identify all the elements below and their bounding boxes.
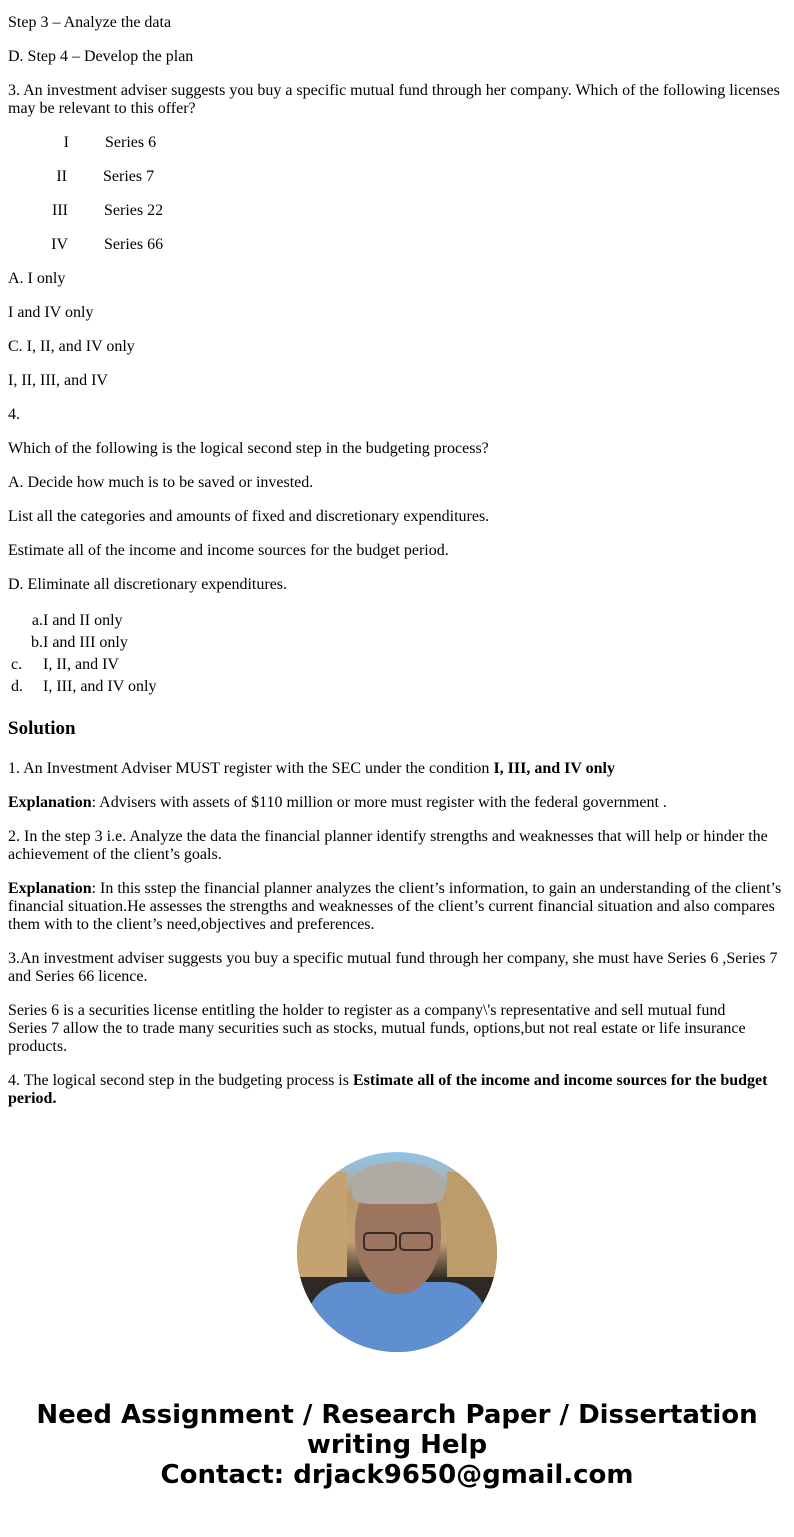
solution-heading: Solution bbox=[8, 718, 76, 739]
option-text: I and III only bbox=[43, 634, 128, 651]
roman-item bbox=[8, 134, 786, 152]
explanation-label: Explanation bbox=[8, 794, 92, 811]
lettered-option-list bbox=[8, 610, 786, 698]
author-avatar bbox=[297, 1152, 497, 1352]
answer-option: List all the categories and amounts of fixed and discretionary expenditures. bbox=[8, 508, 490, 525]
answer-3: 3.An investment adviser suggests you buy a specific mutual fund through her company, she must have Series 6 ,Series 7 and Series 66 licence. bbox=[8, 950, 778, 985]
roman-label: Series 66 bbox=[104, 236, 164, 253]
option-text: I, III, and IV only bbox=[43, 678, 157, 695]
explanation-2 bbox=[8, 880, 786, 934]
document-body bbox=[0, 14, 794, 1108]
explanation-label: Explanation bbox=[8, 880, 92, 897]
explanation-1 bbox=[8, 794, 786, 812]
lettered-option bbox=[8, 676, 786, 698]
lettered-option bbox=[8, 632, 786, 654]
option-text: I, II, and IV bbox=[43, 656, 119, 673]
answer-3-note bbox=[8, 1002, 786, 1056]
answer-4 bbox=[8, 1072, 786, 1108]
answer-option: I and IV only bbox=[8, 304, 94, 321]
answer-1 bbox=[8, 760, 786, 778]
roman-numeral: IV bbox=[51, 236, 68, 253]
answer-option: C. I, II, and IV only bbox=[8, 338, 135, 355]
roman-numeral: III bbox=[52, 202, 68, 219]
question-3-text: 3. An investment adviser suggests you buy a specific mutual fund through her company. Which of the following licenses may be relevant to this offer? bbox=[8, 82, 780, 117]
lettered-option bbox=[8, 610, 786, 632]
roman-item bbox=[8, 168, 786, 186]
author-avatar-container bbox=[0, 1152, 794, 1352]
answer-1-text: 1. An Investment Adviser MUST register with the SEC under the condition bbox=[8, 760, 494, 777]
roman-numeral: II bbox=[56, 168, 67, 185]
question-4-text: Which of the following is the logical second step in the budgeting process? bbox=[8, 440, 489, 457]
answer-option: A. I only bbox=[8, 270, 66, 287]
lettered-option bbox=[8, 654, 786, 676]
roman-item bbox=[8, 202, 786, 220]
roman-label: Series 6 bbox=[105, 134, 157, 151]
explanation-text: : In this sstep the financial planner analyzes the client’s information, to gain an understanding of the client’s financial situation.He assesses the strengths and weaknesses of the client’s current financial situation and also compares them with to the client’s need,objectives and preferences. bbox=[8, 880, 782, 933]
answer-option: I, II, III, and IV bbox=[8, 372, 108, 389]
roman-numeral: I bbox=[63, 134, 69, 151]
note-line: Series 6 is a securities license entitling the holder to register as a company\'s representative and sell mutual fund bbox=[8, 1002, 726, 1019]
glasses-icon bbox=[363, 1232, 433, 1248]
option-marker: b. bbox=[31, 634, 43, 651]
answer-option: D. Eliminate all discretionary expenditures. bbox=[8, 576, 288, 593]
answer-4-text: 4. The logical second step in the budgeting process is bbox=[8, 1072, 353, 1089]
question-line: Step 3 – Analyze the data bbox=[8, 14, 172, 31]
roman-label: Series 7 bbox=[103, 168, 155, 185]
answer-option: Estimate all of the income and income sources for the budget period. bbox=[8, 542, 449, 559]
promo-headline: Need Assignment / Research Paper / Dissertation writing Help bbox=[36, 1400, 758, 1460]
note-line: Series 7 allow the to trade many securities such as stocks, mutual funds, options,but not real estate or life insurance products. bbox=[8, 1020, 746, 1055]
promo-contact: Contact: drjack9650@gmail.com bbox=[160, 1460, 634, 1490]
answer-2: 2. In the step 3 i.e. Analyze the data the financial planner identify strengths and weaknesses that will help or hinder the achievement of the client’s goals. bbox=[8, 828, 768, 863]
answer-1-bold: I, III, and IV only bbox=[493, 760, 615, 777]
option-text: I and II only bbox=[43, 612, 123, 629]
option-marker: c. bbox=[11, 656, 23, 673]
question-line: D. Step 4 – Develop the plan bbox=[8, 48, 194, 65]
answer-option: A. Decide how much is to be saved or invested. bbox=[8, 474, 314, 491]
roman-item bbox=[8, 236, 786, 254]
option-marker: d. bbox=[11, 678, 23, 695]
question-4-number: 4. bbox=[8, 406, 20, 423]
option-marker: a. bbox=[31, 612, 43, 629]
roman-list bbox=[8, 134, 786, 254]
roman-label: Series 22 bbox=[104, 202, 164, 219]
promo-banner bbox=[0, 1400, 794, 1490]
answer-4-bold: Estimate all of the income and income sources for the budget period. bbox=[8, 1072, 768, 1107]
explanation-text: : Advisers with assets of $110 million or more must register with the federal government . bbox=[91, 794, 667, 811]
